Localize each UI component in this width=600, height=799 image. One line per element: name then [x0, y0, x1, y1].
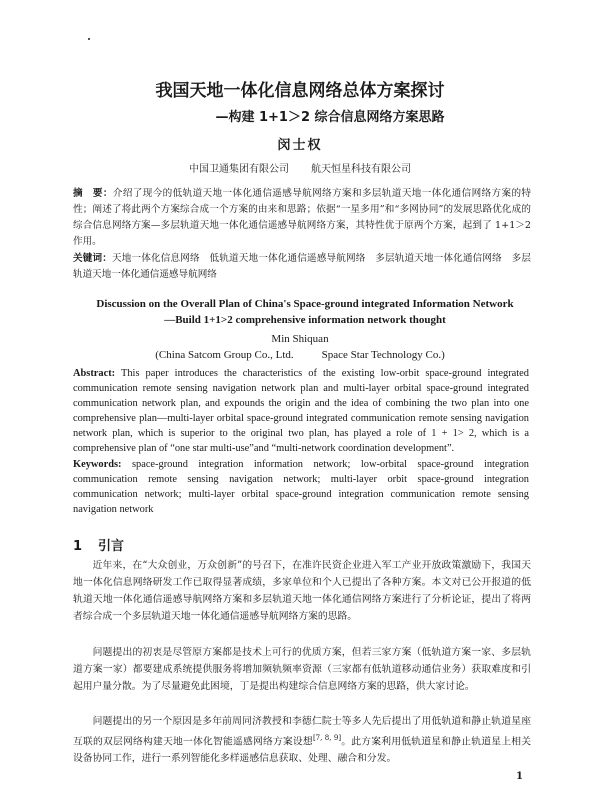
body-paragraph-3 [73, 713, 531, 767]
keywords-en-label: Keywords: [73, 459, 122, 470]
abstract-cn-text: 介绍了现今的低轨道天地一体化通信遥感导航网络方案和多层轨道天地一体化通信网络方案的特性；阐述了将此两个方案综合成一个方案的由来和思路；依据“一星多用”和“多网协同”的发展思路优化成的综合信息网络方案—多层轨道天地一体化通信遥感导航网络方案，其特性优于原两个方案，起到了 1+1＞2 作用。 [73, 188, 531, 247]
body-paragraph-2: 问题提出的初衷是尽管原方案都是技术上可行的优质方案，但若三家方案（低轨道方案一家、多层轨道方案一家）都要建成系统提供服务将增加频轨频率资源（三家都有低轨道移动通信业务）获取难度和引起用户量分散。为了尽量避免此困境，丁是提出构建综合信息网络方案的思路，供大家讨论。 [73, 647, 531, 692]
page-subtitle: —构建 1+1＞2 综合信息网络方案思路 [215, 110, 445, 125]
body-paragraph-1: 近年来，在“大众创业，万众创新”的号召下，在准许民资企业进入军工产业开放政策激励下，我国天地一体化信息网络研发工作已取得显著成绩，多家单位和个人已提出了各种方案。本文对已公开报道的低轨道天地一体化通信遥感导航网络方案和多层轨道天地一体化通信网络方案进行了分析论证，提出了将两者综合成一个多层轨道天地一体化通信遥感导航网络方案的思路。 [73, 560, 531, 622]
body-paragraph-3-text: 问题提出的另一个原因是多年前周同济教授和李德仁院士等多人先后提出了用低轨道和静止轨道星座互联的双层网络构建天地一体化智能遥感网络方案设想 [73, 716, 531, 748]
page-number: 1 [516, 771, 523, 782]
keywords-cn-text: 天地一体化信息网络 低轨道天地一体化通信遥感导航网络 多层轨道天地一体化通信网络 多层轨道天地一体化通信遥感导航网络 [73, 253, 532, 280]
citation-ref: [7, 8, 9] [312, 734, 342, 742]
section-title: 引言 [98, 539, 125, 554]
english-affiliation-2: Space Star Technology Co.) [321, 349, 445, 361]
abstract-en-label: Abstract: [73, 368, 116, 379]
english-author: Min Shiquan [271, 333, 329, 345]
section-number: 1 [73, 539, 83, 554]
page-title: 我国天地一体化信息网络总体方案探讨 [155, 81, 445, 101]
keywords-en [73, 457, 529, 517]
abstract-cn [73, 186, 531, 250]
author-name: 闵士权 [277, 138, 323, 153]
abstract-cn-label: 摘 要： [73, 188, 113, 199]
affiliation-1: 中国卫通集团有限公司 [189, 164, 289, 175]
english-subtitle: —Build 1+1>2 comprehensive information network thought [164, 314, 446, 326]
keywords-cn [73, 251, 531, 283]
abstract-en [73, 366, 529, 456]
keywords-cn-label: 关键词： [73, 253, 112, 264]
keywords-en-text: space-ground integration information network; low-orbital space-ground integration communication remote sensing navigation network; multi-layer orbit space-ground integration communication network; multi-layer orbital space-ground integration communication remote sensing navigation network [73, 459, 529, 515]
affiliation-2: 航天恒星科技有限公司 [311, 164, 411, 175]
affiliations [0, 160, 600, 175]
scan-mark [88, 38, 90, 40]
body-paragraph-3-text-cont: 。此方案利用低轨道星和静止轨道星上相关设备协同工作，进行一系列智能化多样遥感信息获取、处理、融合和分发。 [73, 736, 532, 765]
english-title-main: Discussion on the Overall Plan of China's Space-ground integrated Information Network [96, 298, 514, 310]
english-affiliation-1: (China Satcom Group Co., Ltd. [155, 349, 294, 361]
abstract-en-text: This paper introduces the characteristics of the existing low-orbit space-ground integrated communication remote sensing navigation network plan and multi-layer orbital space-ground integrated communication network plan, and expounds the origin and the idea of combining the two plan into one comprehensive plan—multi-layer orbital space-ground integrated communication remote sensing navigation network plan, which is superior to the original two plan, has played a role of 1 + 1> 2, which is a comprehensive plan of “one star multi-use”and “multi-network coordination development”. [73, 368, 529, 454]
section-heading [73, 535, 124, 554]
english-affiliations [0, 349, 600, 361]
english-title [60, 296, 550, 328]
